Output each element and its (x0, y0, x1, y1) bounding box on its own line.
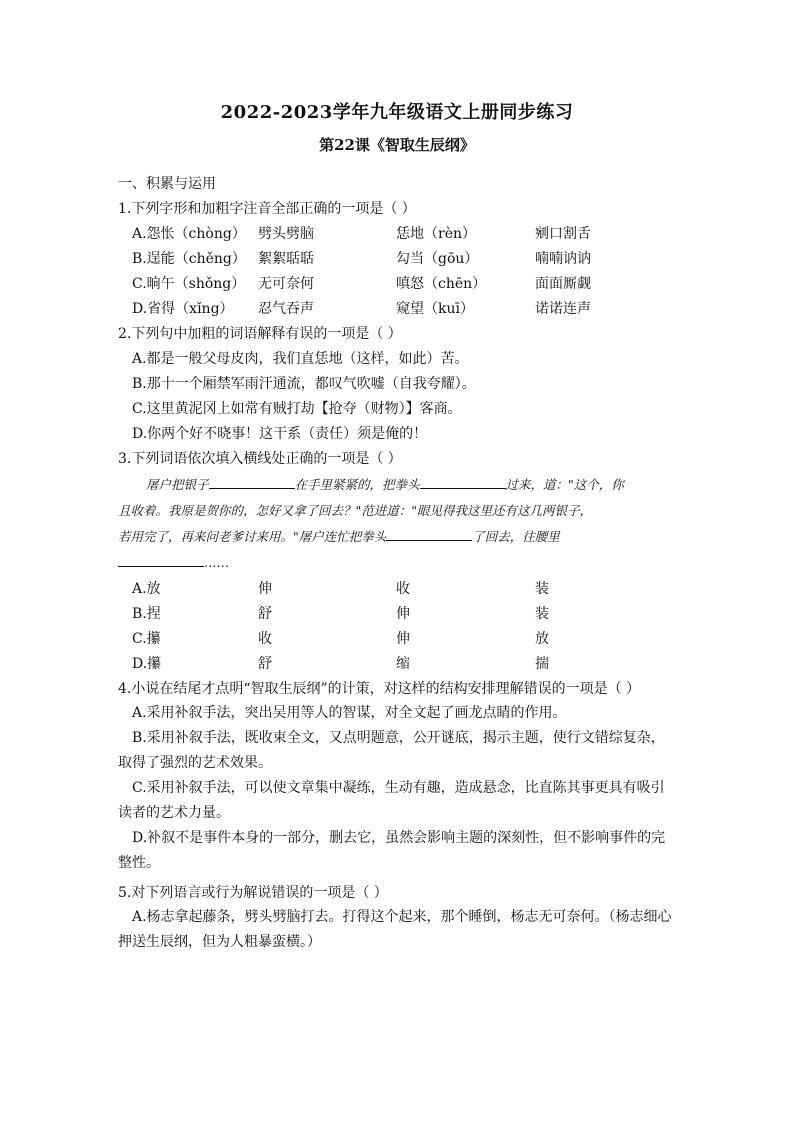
passage-text: 若用完了，再来问老爹讨来用。"屠户连忙把拳头 (118, 529, 387, 544)
q3-passage (118, 472, 674, 576)
q1-option-d-4: 诺诺连声 (535, 301, 591, 317)
q3-option-a-1: A.放 (132, 581, 161, 597)
q3-option-c-4: 放 (535, 631, 549, 647)
passage-text: 在手里紧紧的，把拳头 (294, 477, 420, 492)
q3-option-b-2: 舒 (258, 606, 272, 622)
section-heading: 一、积累与运用 (118, 176, 216, 192)
q3-option-b-1: B.捏 (132, 606, 161, 622)
q1-option-b-2: 絮絮聒聒 (258, 251, 314, 267)
passage-text: 了回去，往腰里 (472, 529, 560, 544)
q3-stem: 3.下列词语依次填入横线处正确的一项是（ ） (118, 451, 402, 467)
q3-option-b-4: 装 (535, 606, 549, 622)
q2-option-b: B.那十一个厢禁军雨汗通流，都叹气吹嘘（自我夸耀）。 (132, 376, 476, 392)
q5-stem: 5.对下列语言或行为解说错误的一项是（ ） (118, 885, 388, 901)
q2-stem: 2.下列句中加粗的词语解释有误的一项是（ ） (118, 326, 402, 342)
q1-option-b-3: 勾当（gōu） (396, 251, 479, 267)
q3-option-d-2: 舒 (258, 656, 272, 672)
q3-option-d-4: 揣 (535, 656, 549, 672)
passage-text: 过来，道："这个，你 (505, 477, 624, 492)
q3-option-c-2: 收 (258, 631, 272, 647)
blank-2 (420, 474, 506, 489)
passage-text: …… (204, 555, 229, 570)
q3-option-c-3: 伸 (396, 631, 410, 647)
q1-option-a-1: A.怨怅（chòng） (132, 226, 246, 242)
blank-4 (118, 552, 204, 567)
q1-option-b-1: B.逞能（chěng） (132, 251, 246, 267)
passage-text: 屠户把银子 (146, 477, 209, 492)
q5-option-a: A.杨志拿起藤条，劈头劈脑打去。打得这个起来，那个睡倒，杨志无可奈何。（杨志细心押送生辰纲，但为人粗暴蛮横。） (118, 909, 672, 950)
q3-option-a-2: 伸 (258, 581, 272, 597)
q1-option-b-4: 喃喃讷讷 (535, 251, 591, 267)
doc-subtitle: 第22课《智取生辰纲》 (319, 136, 475, 154)
q2-option-d: D.你两个好不晓事！这干系（责任）须是俺的！ (132, 426, 428, 442)
blank-1 (209, 474, 295, 489)
q3-option-a-4: 装 (535, 581, 549, 597)
q2-option-a: A.都是一般父母皮肉，我们直恁地（这样，如此）苦。 (132, 351, 469, 367)
q4-option-c: C.采用补叙手法，可以使文章集中凝练，生动有趣，造成悬念，比直陈其事更具有吸引读者的艺术力量。 (118, 780, 665, 821)
q1-option-d-3: 窥望（kuī） (396, 301, 474, 317)
q4-option-a: A.采用补叙手法，突出吴用等人的智谋，对全文起了画龙点睛的作用。 (132, 705, 567, 721)
q3-option-d-3: 缩 (396, 656, 410, 672)
q1-option-c-4: 面面厮觑 (535, 276, 591, 292)
q4-option-b: B.采用补叙手法，既收束全文，又点明题意，公开谜底，揭示主题，使行文错综复杂，取得了强烈的艺术效果。 (118, 730, 665, 771)
q4-option-d: D.补叙不是事件本身的一部分，删去它，虽然会影响主题的深刻性，但不影响事件的完整性。 (118, 830, 666, 871)
q1-option-a-3: 恁地（rèn） (396, 226, 476, 242)
q1-option-c-2: 无可奈何 (258, 276, 314, 292)
q3-option-c-1: C.攥 (132, 631, 161, 647)
q1-option-c-3: 嗔怒（chēn） (396, 276, 487, 292)
q1-option-d-2: 忍气吞声 (258, 301, 314, 317)
q3-option-d-1: D.攥 (132, 656, 162, 672)
q1-option-c-1: C.晌午（shǒng） (132, 276, 246, 292)
q4-stem: 4.小说在结尾才点明“智取生辰纲”的计策，对这样的结构安排理解错误的一项是（ ） (118, 681, 641, 697)
passage-text: 且收着。我原是贺你的，怎好又拿了回去？"范进道："眼见得我这里还有这几两银子， (118, 503, 593, 518)
q1-stem: 1.下列字形和加粗字注音全部正确的一项是（ ） (118, 201, 416, 217)
q1-option-d-1: D.省得（xǐng） (132, 301, 234, 317)
q3-option-b-3: 伸 (396, 606, 410, 622)
q3-option-a-3: 收 (396, 581, 410, 597)
q1-option-a-4: 剜口割舌 (535, 226, 591, 242)
blank-3 (386, 526, 472, 541)
doc-title: 2022-2023学年九年级语文上册同步练习 (220, 102, 574, 123)
q2-option-c: C.这里黄泥冈上如常有贼打劫【抢夺（财物）】客商。 (132, 401, 462, 417)
q1-option-a-2: 劈头劈脑 (258, 226, 314, 242)
